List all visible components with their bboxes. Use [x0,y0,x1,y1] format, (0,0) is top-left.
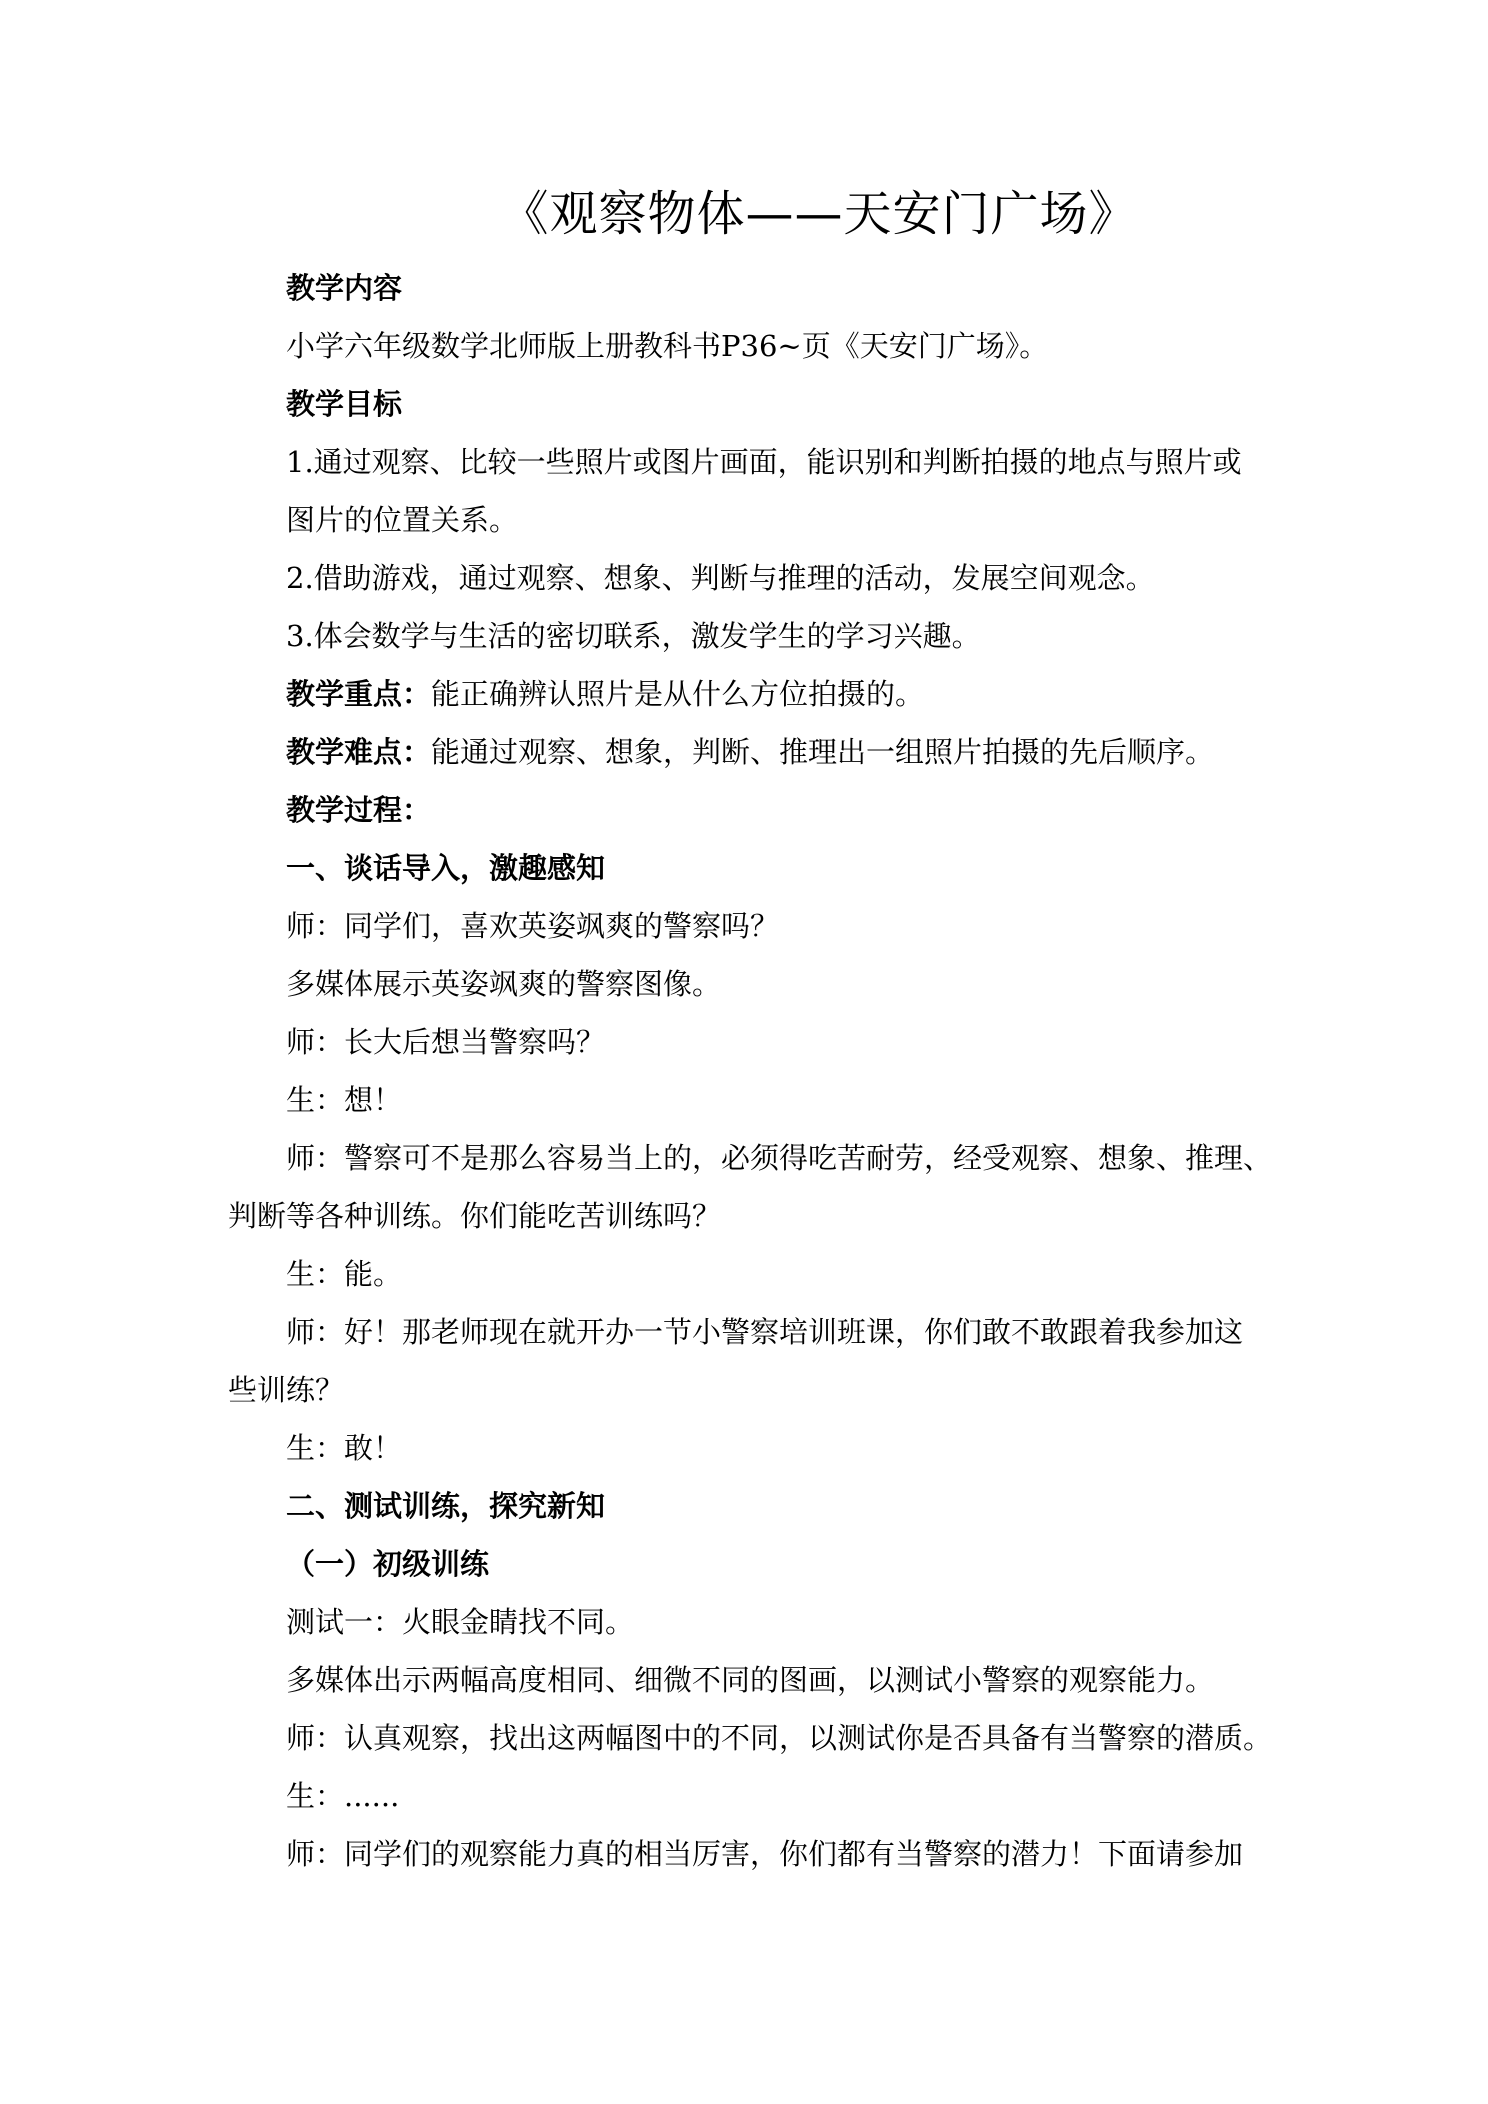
paragraph-line: 师：同学们的观察能力真的相当厉害，你们都有当警察的潜力！下面请参加 [286,1837,1244,1871]
section-heading-intro: 一、谈话导入，激趣感知 [286,851,606,885]
paragraph-line: 多媒体展示英姿飒爽的警察图像。 [286,967,722,1001]
paragraph-line: 测试一：火眼金睛找不同。 [286,1605,635,1639]
key-point-text: 能正确辨认照片是从什么方位拍摄的。 [431,677,925,711]
difficulty-label: 教学难点： [286,735,432,769]
key-point-label: 教学重点： [286,677,432,711]
paragraph-line: 小学六年级数学北师版上册教科书P36~页《天安门广场》。 [286,329,1049,363]
paragraph-line: 生：能。 [286,1257,403,1291]
paragraph-line: 多媒体出示两幅高度相同、细微不同的图画，以测试小警察的观察能力。 [286,1663,1215,1697]
section-heading-objectives: 教学目标 [286,387,403,421]
paragraph-line: 生：...... [286,1779,400,1813]
section-heading-process: 教学过程： [286,793,432,827]
paragraph-line: 师：警察可不是那么容易当上的，必须得吃苦耐劳，经受观察、想象、推理、 [286,1141,1273,1175]
paragraph-line: 判断等各种训练。你们能吃苦训练吗？ [228,1199,722,1233]
paragraph-line: 2.借助游戏，通过观察、想象、判断与推理的活动，发展空间观念。 [286,561,1155,595]
paragraph-line: 生：敢！ [286,1431,403,1465]
difficulty-line [286,732,1266,772]
document-title: 《观察物体——天安门广场》 [500,186,1138,242]
subsection-heading-basic: （一）初级训练 [286,1547,490,1581]
section-heading-content: 教学内容 [286,271,403,305]
paragraph-line: 1.通过观察、比较一些照片或图片画面，能识别和判断拍摄的地点与照片或 [286,445,1242,479]
paragraph-line: 些训练？ [228,1373,345,1407]
paragraph-line: 3.体会数学与生活的密切联系，激发学生的学习兴趣。 [286,619,981,653]
section-heading-test: 二、测试训练，探究新知 [286,1489,606,1523]
paragraph-line: 师：长大后想当警察吗？ [286,1025,606,1059]
difficulty-text: 能通过观察、想象，判断、推理出一组照片拍摄的先后顺序。 [431,735,1215,769]
key-point-line [286,674,1266,714]
paragraph-line: 师：好！那老师现在就开办一节小警察培训班课，你们敢不敢跟着我参加这 [286,1315,1244,1349]
paragraph-line: 师：认真观察，找出这两幅图中的不同，以测试你是否具备有当警察的潜质。 [286,1721,1273,1755]
paragraph-line: 图片的位置关系。 [286,503,519,537]
paragraph-line: 师：同学们，喜欢英姿飒爽的警察吗？ [286,909,780,943]
paragraph-line: 生：想！ [286,1083,403,1117]
